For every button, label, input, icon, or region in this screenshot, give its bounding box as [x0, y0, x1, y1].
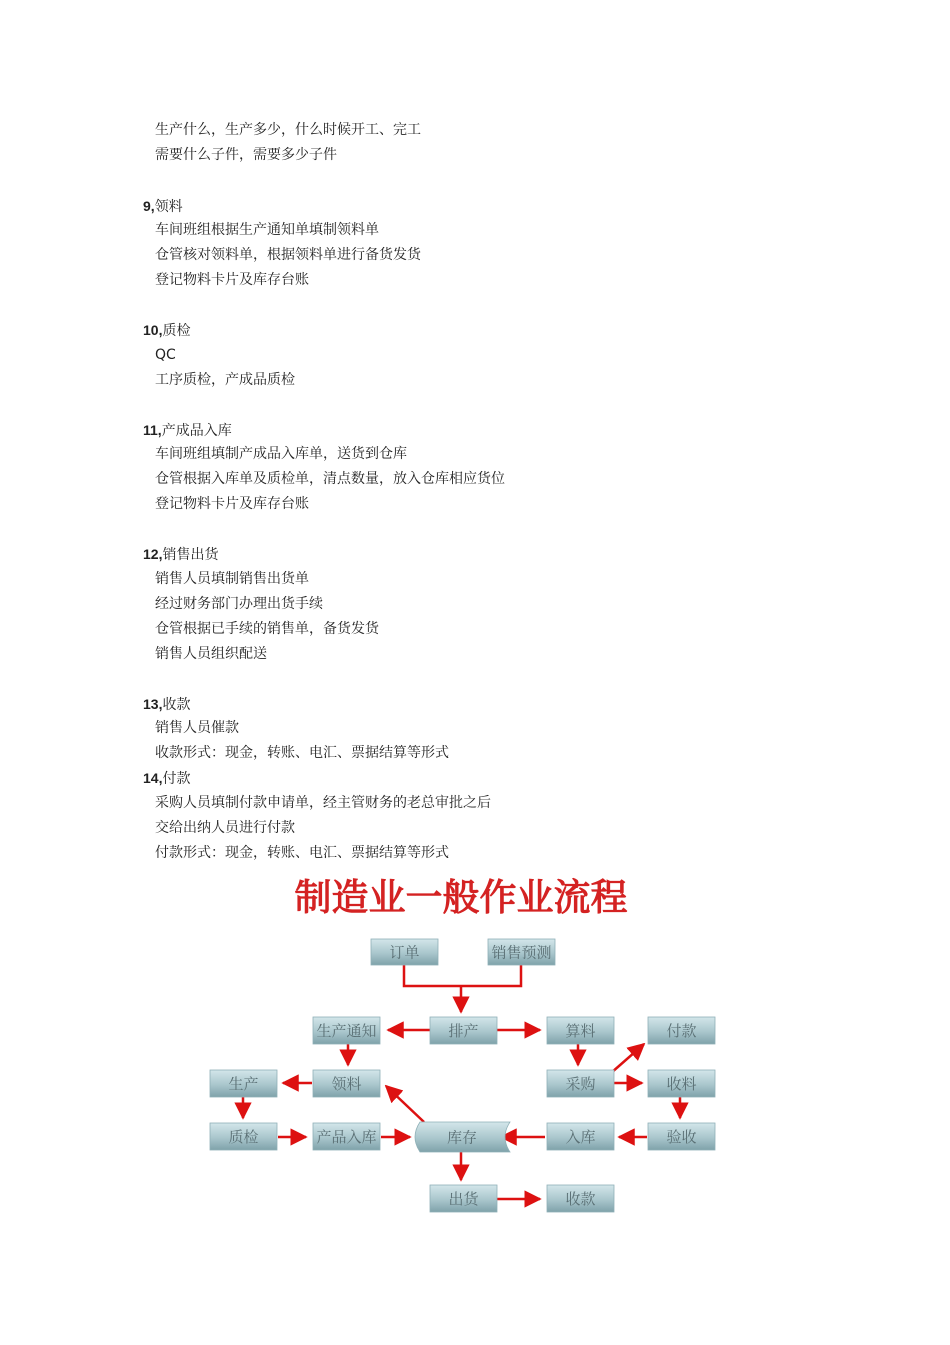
- section-number: 12,: [143, 546, 163, 562]
- node-label: 生产: [228, 1075, 259, 1093]
- node-notice: [313, 1017, 380, 1044]
- section-line: 收款形式：现金，转账、电汇、票据结算等形式: [155, 745, 449, 761]
- node-inspect: [648, 1123, 715, 1150]
- node-receive-material: [648, 1070, 715, 1097]
- section-number: 13,: [143, 696, 163, 712]
- section-line: 车间班组根据生产通知单填制领料单: [155, 222, 379, 238]
- node-label: 产品入库: [316, 1128, 377, 1146]
- node-label: 算料: [565, 1022, 596, 1040]
- section-line: QC: [155, 347, 176, 363]
- section-line: 仓管根据已手续的销售单，备货发货: [155, 621, 379, 637]
- arrow-purchase-to-pay: [611, 1044, 644, 1073]
- arrow-order-forecast-join: [404, 965, 521, 986]
- node-label: 付款: [666, 1022, 697, 1040]
- node-stock-in: [547, 1123, 614, 1150]
- node-label: 收料: [666, 1075, 697, 1093]
- node-qc: [210, 1123, 277, 1150]
- section-number: 10,: [143, 322, 163, 338]
- node-ship: [430, 1185, 497, 1212]
- node-produce: [210, 1070, 277, 1097]
- section-title: 付款: [162, 771, 191, 787]
- flow-arrows: [243, 965, 680, 1199]
- section-line: 经过财务部门办理出货手续: [155, 596, 323, 612]
- node-label: 质检: [228, 1128, 259, 1146]
- intro-line-1: 生产什么，生产多少，什么时候开工、完工: [155, 122, 421, 138]
- section-line: 销售人员催款: [155, 720, 239, 736]
- section-title: 收款: [162, 697, 191, 713]
- node-label: 出货: [448, 1190, 479, 1208]
- node-pay: [648, 1017, 715, 1044]
- section-line: 采购人员填制付款申请单，经主管财务的老总审批之后: [155, 795, 491, 811]
- section-line: 工序质检，产成品质检: [155, 372, 295, 388]
- node-label: 销售预测: [491, 943, 552, 962]
- section-line: 销售人员组织配送: [155, 646, 267, 662]
- node-order: [371, 939, 438, 965]
- arrow-stock-to-pick: [386, 1086, 424, 1122]
- section-title: 销售出货: [162, 547, 219, 563]
- node-calc: [547, 1017, 614, 1044]
- node-label: 领料: [331, 1075, 362, 1093]
- node-forecast: [488, 939, 555, 965]
- section-line: 登记物料卡片及库存台账: [155, 272, 309, 288]
- section-number: 9,: [143, 198, 155, 214]
- node-label: 入库: [565, 1128, 596, 1146]
- section-number: 11,: [143, 422, 162, 438]
- node-label: 采购: [565, 1075, 596, 1093]
- node-pick: [313, 1070, 380, 1097]
- node-label: 订单: [389, 943, 420, 962]
- section-line: 付款形式：现金，转账、电汇、票据结算等形式: [155, 845, 449, 861]
- section-line: 仓管核对领料单，根据领料单进行备货发货: [155, 247, 421, 263]
- section-line: 仓管根据入库单及质检单，清点数量，放入仓库相应货位: [155, 471, 505, 487]
- section-line: 销售人员填制销售出货单: [155, 571, 309, 587]
- section-line: 登记物料卡片及库存台账: [155, 496, 309, 512]
- node-label: 验收: [666, 1128, 697, 1146]
- section-title: 产成品入库: [161, 423, 232, 439]
- node-label: 生产通知: [316, 1022, 377, 1040]
- section-title: 质检: [162, 323, 191, 339]
- node-label: 排产: [448, 1022, 479, 1040]
- diagram-title: 制造业一般作业流程: [294, 876, 628, 919]
- section-line: 交给出纳人员进行付款: [155, 820, 295, 836]
- node-label: 库存: [446, 1128, 478, 1147]
- section-title: 领料: [154, 199, 183, 215]
- intro-line-2: 需要什么子件，需要多少子件: [155, 147, 337, 163]
- node-collect: [547, 1185, 614, 1212]
- section-line: 车间班组填制产成品入库单，送货到仓库: [155, 446, 407, 462]
- node-label: 收款: [565, 1190, 596, 1208]
- section-number: 14,: [143, 770, 163, 786]
- node-stock: [415, 1122, 510, 1152]
- node-purchase: [547, 1070, 614, 1097]
- node-fg-in: [313, 1123, 380, 1150]
- node-schedule: [430, 1017, 497, 1044]
